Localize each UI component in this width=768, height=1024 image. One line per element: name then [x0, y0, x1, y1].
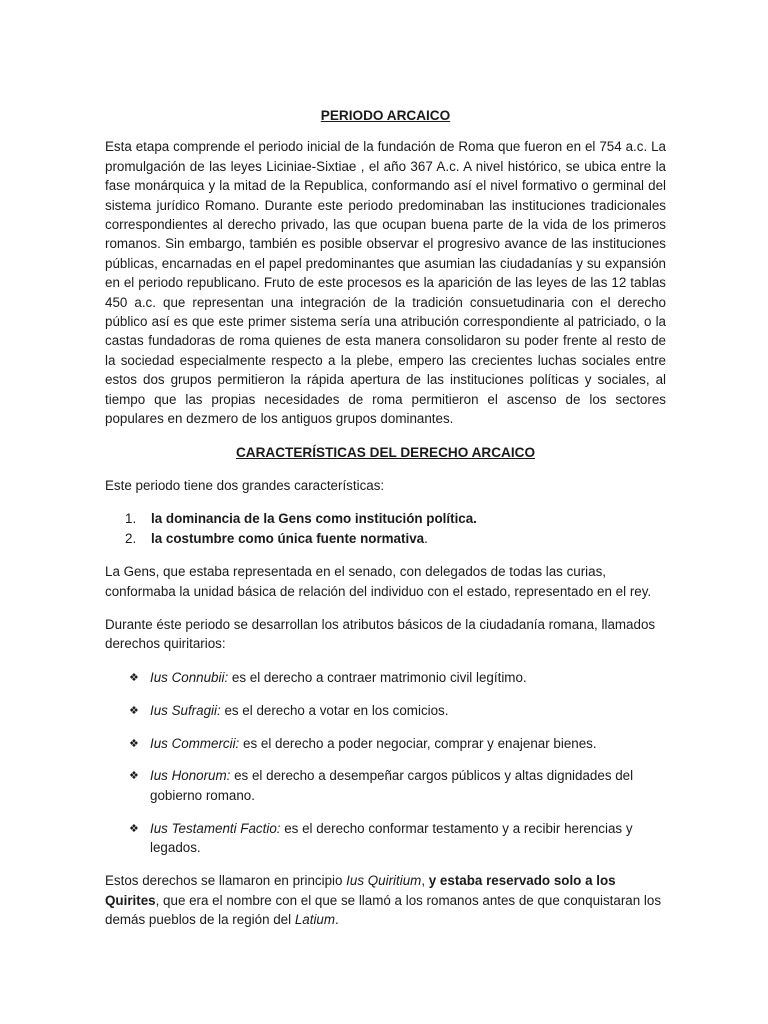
list-item-text: la costumbre como única fuente normativa: [151, 530, 425, 546]
right-description: es el derecho conformar testamento y a recibir herencias y legados.: [150, 820, 633, 856]
closing-text: , que era el nombre con el que se llamó a los romanos antes de que conquistaran los demás pueblos de la región del: [105, 892, 662, 927]
list-item-text: la dominancia de la Gens como institución política.: [151, 511, 477, 527]
list-item: [105, 701, 666, 720]
right-term: Ius Honorum:: [150, 768, 231, 784]
diamond-bullet-icon: ❖: [129, 670, 139, 684]
quirites-emphasis: y estaba reservado solo a los Quirites: [105, 873, 616, 908]
list-item: [105, 668, 666, 687]
section-title-caracteristicas: CARACTERÍSTICAS DEL DERECHO ARCAICO: [235, 444, 536, 460]
list-item: [105, 819, 666, 858]
right-term: Ius Connubii:: [150, 669, 229, 685]
intro-paragraph: Esta etapa comprende el periodo inicial de la fundación de Roma que fueron en el 754 a.c. La promulgación de las leyes Liciniae-Sixtiae , el año 367 A.c. A nivel histórico, se ubica entre la fase monárquica y la mitad de la Republica, conformando así el nivel formativo o germinal del sistema jurídico Romano. Durante este periodo predominaban las instituciones tradicionales correspondientes al derecho privado, las que ocupan buena parte de la vida de los primeros romanos. Sin embargo, también es posible observar el progresivo avance de las instituciones públicas, encarnadas en el papel predominantes que asumian las ciudadanías y su expansión en el periodo republicano. Fruto de este procesos es la aparición de las leyes de las 12 tablas 450 a.c. que representan una integración de la tradición consuetudinaria con el derecho público así es que este primer sistema sería una atribución correspondiente al patriciado, o la castas fundadoras de roma quienes de esta manera consolidaron su poder frente al resto de la sociedad especialmente respecto a la plebe, empero las crecientes luchas sociales entre estos dos grupos permitieron la rápida apertura de las instituciones políticas y sociales, al tiempo que las propias necesidades de roma permitieron el ascenso de los sectores populares en dezmero de los antiguos grupos dominantes.: [105, 139, 666, 427]
list-item: [105, 734, 666, 753]
rights-list: [105, 668, 666, 858]
diamond-bullet-icon: ❖: [129, 736, 139, 750]
characteristics-intro: Este periodo tiene dos grandes características:: [105, 477, 385, 493]
right-description: es el derecho a contraer matrimonio civil legítimo.: [228, 669, 527, 685]
right-description: es el derecho a desempeñar cargos públicos y altas dignidades del gobierno romano.: [150, 768, 634, 803]
diamond-bullet-icon: ❖: [129, 821, 139, 835]
closing-text: Estos derechos se llamaron en principio: [105, 873, 347, 889]
characteristics-list: [105, 509, 666, 548]
list-item: [105, 766, 666, 805]
list-item-suffix: .: [424, 530, 428, 546]
list-item: [125, 529, 666, 548]
diamond-bullet-icon: ❖: [129, 703, 139, 717]
closing-paragraph: [105, 871, 666, 929]
closing-text: ,: [421, 873, 429, 889]
right-term: Ius Commercii:: [150, 735, 240, 751]
list-number: 1.: [125, 511, 137, 527]
gens-paragraph: La Gens, que estaba representada en el senado, con delegados de todas las curias, conformaba la unidad básica de relación del individuo con el estado, representado en el rey.: [105, 564, 652, 599]
right-term: Ius Sufragii:: [150, 702, 221, 718]
rights-intro: Durante éste periodo se desarrollan los atributos básicos de la ciudadanía romana, llamados derechos quiritarios:: [105, 616, 656, 652]
diamond-bullet-icon: ❖: [129, 769, 139, 783]
section-title-periodo-arcaico: PERIODO ARCAICO: [320, 108, 451, 123]
list-number: 2.: [125, 530, 137, 546]
right-description: es el derecho a votar en los comicios.: [220, 702, 449, 718]
closing-text: .: [335, 911, 339, 927]
latium-term: Latium: [294, 911, 336, 927]
ius-quiritium-term: Ius Quiritium: [346, 873, 422, 889]
list-item: [125, 509, 666, 528]
right-description: es el derecho a poder negociar, comprar y enajenar bienes.: [239, 735, 597, 751]
right-term: Ius Testamenti Factio:: [150, 820, 281, 836]
